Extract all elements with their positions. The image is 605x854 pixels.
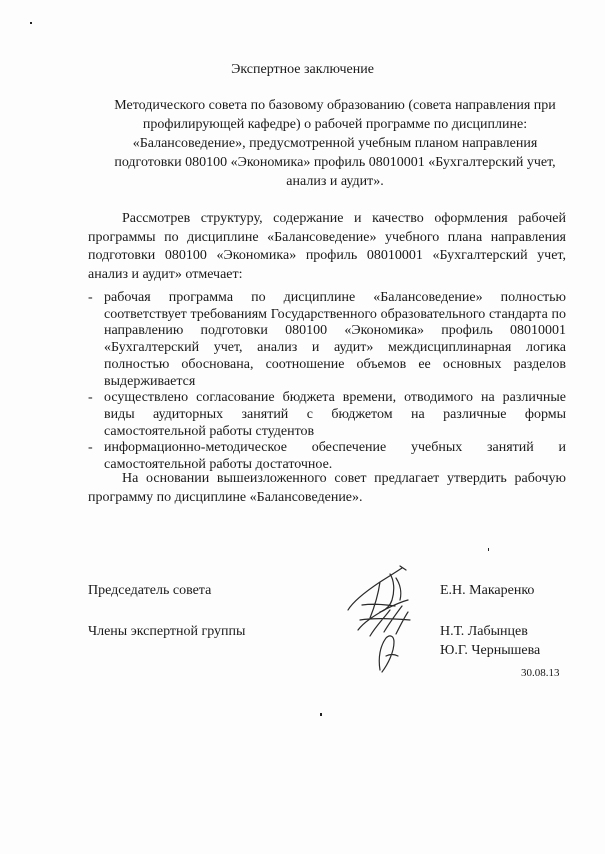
conclusion-text: На основании вышеизложенного совет предлагает утвердить рабочую программу по дисциплине «Балансоведение». bbox=[88, 471, 566, 505]
intro-paragraph bbox=[88, 210, 566, 284]
member-name: Ю.Г. Чернышева bbox=[440, 643, 541, 658]
chair-name: Е.Н. Макаренко bbox=[440, 583, 535, 598]
list-item bbox=[88, 440, 566, 473]
bullet-dash: - bbox=[88, 440, 93, 456]
intro-text: Рассмотрев структуру, содержание и качество оформления рабочей программы по дисциплине «Балансоведение» учебного плана направления подготовки 080100 «Экономика» профиль 08010001 «Бухгалтерский учет, анализ и аудит» отмечает: bbox=[88, 211, 566, 282]
list-item-text: осуществлено согласование бюджета времени, отводимого на различные виды аудиторных занятий с бюджетом на различные формы самостоятельной работы студентов bbox=[104, 390, 566, 439]
chair-label: Председатель совета bbox=[88, 583, 212, 598]
member-name: Н.Т. Лабынцев bbox=[440, 624, 528, 639]
scan-speck bbox=[320, 713, 322, 716]
document-title: Экспертное заключение bbox=[231, 62, 374, 77]
signature-member-2 bbox=[379, 636, 398, 672]
members-label: Члены экспертной группы bbox=[88, 624, 246, 639]
document-subtitle: Методического совета по базовому образованию (совета направления при профилирующей кафедре) о рабочей программе по дисциплине: «Балансоведение», предусмотренной учебным планом направления подготовки 080100 «Экономика» профиль 08010001 «Бухгалтерский учет, анализ и аудит». bbox=[114, 98, 556, 189]
signature-chair bbox=[348, 566, 406, 618]
scan-speck bbox=[488, 548, 489, 551]
handwritten-signatures bbox=[340, 560, 435, 685]
conclusion-paragraph bbox=[88, 470, 566, 507]
bullet-dash: - bbox=[88, 390, 93, 406]
list-item bbox=[88, 390, 566, 440]
list-item-text: информационно-методическое обеспечение учебных занятий и самостоятельной работы достаточное. bbox=[104, 440, 566, 473]
document-date: 30.08.13 bbox=[521, 667, 560, 679]
findings-list bbox=[88, 290, 566, 474]
list-item bbox=[88, 290, 566, 390]
list-item-text: рабочая программа по дисциплине «Балансоведение» полностью соответствует требованиям Государственного образовательного стандарта по направлению подготовки 080100 «Экономика» профиль 08010001 «Бухгалтерский учет, анализ и аудит» междисциплинарная логика полностью обоснована, соотношение объемов ее основных разделов выдерживается bbox=[104, 290, 566, 389]
signature-member-1 bbox=[358, 600, 410, 636]
scan-speck bbox=[30, 22, 32, 24]
bullet-dash: - bbox=[88, 290, 93, 305]
